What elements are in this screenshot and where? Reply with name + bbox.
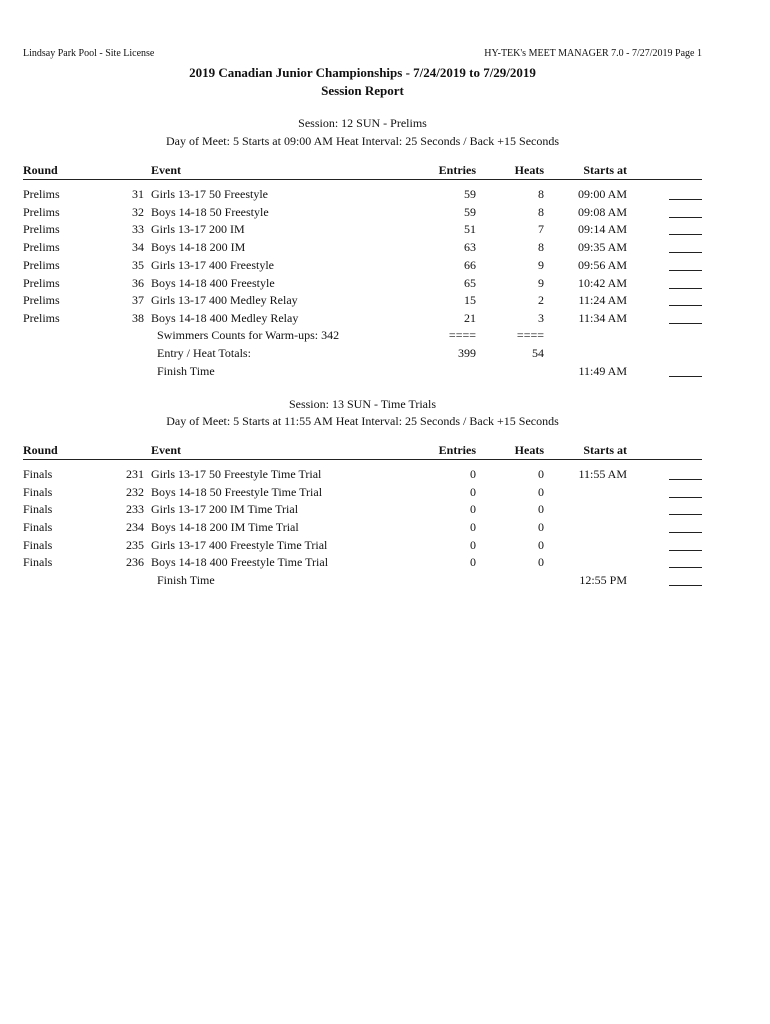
event-number: 235 (126, 538, 144, 552)
heats-cell: 0 (538, 538, 544, 552)
blank-line (669, 567, 702, 568)
heats-cell: 8 (538, 240, 544, 254)
round-cell: Prelims (23, 240, 60, 254)
warmup-count-row (0, 328, 770, 346)
event-number: 232 (126, 485, 144, 499)
session-info: Day of Meet: 5 Starts at 09:00 AM Heat Interval: 25 Seconds / Back +15 Seconds (165, 134, 560, 148)
blank-line (669, 497, 702, 498)
round-cell: Prelims (23, 276, 60, 290)
start-time: 09:00 AM (577, 187, 627, 201)
table-row (0, 520, 770, 538)
site-license: Lindsay Park Pool - Site License (23, 48, 155, 59)
total-heats: 54 (532, 346, 544, 360)
entries-cell: 65 (464, 276, 476, 290)
blank-line (669, 376, 702, 377)
heats-separator: ==== (516, 328, 544, 342)
entries-header: Entries (438, 163, 476, 177)
table-row (0, 187, 770, 205)
start-time: 09:56 AM (577, 258, 627, 272)
session-info: Day of Meet: 5 Starts at 11:55 AM Heat Interval: 25 Seconds / Back +15 Seconds (166, 414, 559, 428)
header-rule (23, 459, 702, 460)
event-name: Boys 14-18 400 Medley Relay (151, 311, 299, 325)
heats-cell: 8 (538, 205, 544, 219)
event-number: 233 (126, 502, 144, 516)
entries-cell: 0 (470, 502, 476, 516)
round-cell: Prelims (23, 222, 60, 236)
entries-cell: 21 (464, 311, 476, 325)
heats-cell: 0 (538, 555, 544, 569)
blank-line (669, 252, 702, 253)
heats-cell: 9 (538, 276, 544, 290)
event-number: 34 (132, 240, 144, 254)
heats-cell: 2 (538, 293, 544, 307)
event-name: Girls 13-17 400 Medley Relay (151, 293, 298, 307)
finish-time-value: 12:55 PM (579, 573, 627, 587)
heats-cell: 0 (538, 485, 544, 499)
heats-cell: 7 (538, 222, 544, 236)
round-cell: Finals (23, 502, 53, 516)
event-number: 36 (132, 276, 144, 290)
table-row (0, 258, 770, 276)
event-number: 31 (132, 187, 144, 201)
round-cell: Prelims (23, 187, 60, 201)
event-name: Boys 14-18 200 IM Time Trial (151, 520, 299, 534)
heats-cell: 9 (538, 258, 544, 272)
event-number: 32 (132, 205, 144, 219)
start-time: 10:42 AM (577, 276, 627, 290)
starts-at-header: Starts at (583, 163, 627, 177)
round-cell: Prelims (23, 311, 60, 325)
heats-cell: 8 (538, 187, 544, 201)
blank-line (669, 305, 702, 306)
heats-cell: 0 (538, 502, 544, 516)
event-number: 231 (126, 467, 144, 481)
starts-at-header: Starts at (583, 443, 627, 457)
entries-cell: 15 (464, 293, 476, 307)
table-row (0, 205, 770, 223)
blank-line (669, 234, 702, 235)
event-number: 33 (132, 222, 144, 236)
event-name: Boys 14-18 400 Freestyle Time Trial (151, 555, 329, 569)
blank-line (669, 514, 702, 515)
heats-cell: 0 (538, 467, 544, 481)
event-name: Girls 13-17 400 Freestyle Time Trial (151, 538, 328, 552)
blank-line (669, 585, 702, 586)
event-number: 35 (132, 258, 144, 272)
event-header: Event (151, 443, 181, 457)
finish-time-label: Finish Time (157, 573, 215, 587)
start-time: 11:34 AM (578, 311, 627, 325)
event-name: Girls 13-17 200 IM Time Trial (151, 502, 299, 516)
table-row (0, 293, 770, 311)
table-row (0, 538, 770, 556)
finish-time-row (0, 573, 770, 591)
start-time: 09:08 AM (577, 205, 627, 219)
entries-cell: 63 (464, 240, 476, 254)
heats-cell: 3 (538, 311, 544, 325)
blank-line (669, 288, 702, 289)
totals-label: Entry / Heat Totals: (157, 346, 251, 360)
report-subtitle: Session Report (321, 83, 404, 98)
round-cell: Prelims (23, 205, 60, 219)
table-row (0, 311, 770, 329)
heats-cell: 0 (538, 520, 544, 534)
finish-time-value: 11:49 AM (578, 364, 627, 378)
event-name: Boys 14-18 200 IM (151, 240, 246, 254)
heats-header: Heats (514, 443, 544, 457)
entries-cell: 59 (464, 205, 476, 219)
finish-time-row (0, 364, 770, 382)
event-name: Girls 13-17 200 IM (151, 222, 245, 236)
event-number: 236 (126, 555, 144, 569)
entries-cell: 59 (464, 187, 476, 201)
table-row (0, 467, 770, 485)
blank-line (669, 323, 702, 324)
table-row (0, 555, 770, 573)
round-cell: Prelims (23, 293, 60, 307)
entries-separator: ==== (448, 328, 476, 342)
session-title: Session: 12 SUN - Prelims (298, 116, 427, 130)
finish-time-label: Finish Time (157, 364, 215, 378)
round-cell: Finals (23, 467, 53, 481)
event-number: 37 (132, 293, 144, 307)
round-header: Round (23, 163, 58, 177)
start-time: 09:14 AM (577, 222, 627, 236)
event-number: 234 (126, 520, 144, 534)
round-header: Round (23, 443, 58, 457)
round-cell: Finals (23, 520, 53, 534)
header-rule (23, 179, 702, 180)
blank-line (669, 479, 702, 480)
event-name: Boys 14-18 50 Freestyle (151, 205, 269, 219)
event-name: Girls 13-17 400 Freestyle (151, 258, 274, 272)
round-cell: Prelims (23, 258, 60, 272)
session-title: Session: 13 SUN - Time Trials (288, 397, 437, 411)
round-cell: Finals (23, 485, 53, 499)
event-number: 38 (132, 311, 144, 325)
start-time: 11:55 AM (578, 467, 627, 481)
start-time: 09:35 AM (577, 240, 627, 254)
blank-line (669, 199, 702, 200)
warmup-label: Swimmers Counts for Warm-ups: 342 (157, 328, 340, 342)
event-name: Boys 14-18 50 Freestyle Time Trial (151, 485, 323, 499)
entries-cell: 0 (470, 555, 476, 569)
table-row (0, 276, 770, 294)
report-title: 2019 Canadian Junior Championships - 7/24/2019 to 7/29/2019 (189, 65, 536, 80)
table-row (0, 240, 770, 258)
total-entries: 399 (458, 346, 476, 360)
heats-header: Heats (514, 163, 544, 177)
event-name: Girls 13-17 50 Freestyle Time Trial (151, 467, 322, 481)
entries-cell: 0 (470, 467, 476, 481)
software-page-info: HY-TEK's MEET MANAGER 7.0 - 7/27/2019 Page 1 (484, 48, 702, 59)
table-row (0, 222, 770, 240)
event-header: Event (151, 163, 181, 177)
entries-cell: 0 (470, 485, 476, 499)
entries-cell: 0 (470, 538, 476, 552)
entries-header: Entries (438, 443, 476, 457)
round-cell: Finals (23, 538, 53, 552)
round-cell: Finals (23, 555, 53, 569)
blank-line (669, 217, 702, 218)
blank-line (669, 550, 702, 551)
table-row (0, 502, 770, 520)
start-time: 11:24 AM (578, 293, 627, 307)
totals-row (0, 346, 770, 364)
entries-cell: 51 (464, 222, 476, 236)
event-name: Girls 13-17 50 Freestyle (151, 187, 268, 201)
blank-line (669, 270, 702, 271)
entries-cell: 0 (470, 520, 476, 534)
entries-cell: 66 (464, 258, 476, 272)
event-name: Boys 14-18 400 Freestyle (151, 276, 275, 290)
blank-line (669, 532, 702, 533)
table-row (0, 485, 770, 503)
